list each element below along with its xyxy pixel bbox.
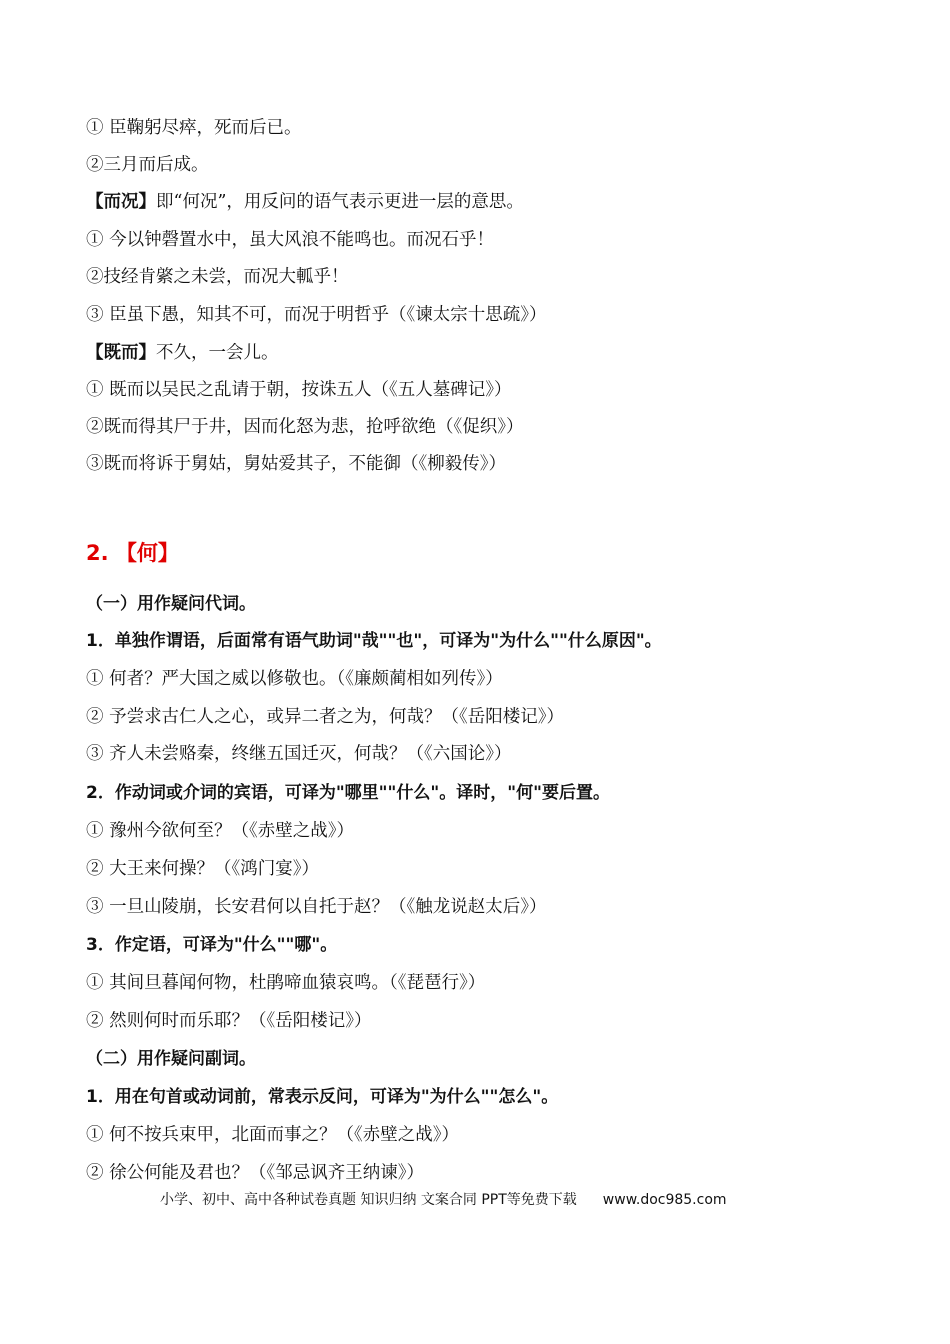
example-line: ② 大王来何操？（《鸿门宴》） bbox=[86, 859, 320, 879]
example-line: ① 其间旦暮闻何物，杜鹃啼血猿哀鸣。（《琵琶行》） bbox=[86, 973, 486, 993]
example-line: ③ 齐人未尝赂秦，终继五国迁灭，何哉？（《六国论》） bbox=[86, 744, 512, 764]
rule-heading: 3．作定语，可译为"什么""哪"。 bbox=[86, 935, 338, 955]
term-erkuang: 【而况】 bbox=[86, 192, 156, 212]
subsection-heading: （二）用作疑问副词。 bbox=[86, 1049, 256, 1069]
example-line: ① 何者？严大国之威以修敬也。（《廉颇蔺相如列传》） bbox=[86, 669, 503, 689]
term-jier: 【既而】 bbox=[86, 343, 156, 363]
term-erkuang-desc: 即“何况”，用反问的语气表示更进一层的意思。 bbox=[156, 192, 524, 212]
term-jier-desc: 不久，一会儿。 bbox=[156, 343, 279, 363]
rule-heading: 1．单独作谓语，后面常有语气助词"哉""也"，可译为"为什么""什么原因"。 bbox=[86, 631, 662, 651]
footer-site-link[interactable]: www.doc985.com bbox=[602, 1192, 727, 1208]
rule-heading: 2．作动词或介词的宾语，可译为"哪里""什么"。译时，"何"要后置。 bbox=[86, 783, 610, 803]
example-line: ②技经肯綮之未尝，而况大軱乎！ bbox=[86, 267, 349, 287]
example-line: ① 臣鞠躬尽瘁，死而后已。 bbox=[86, 118, 302, 138]
example-line: ③既而将诉于舅姑，舅姑爱其子，不能御（《柳毅传》） bbox=[86, 454, 506, 474]
example-line: ②既而得其尸于井，因而化怒为悲，抢呼欲绝（《促织》） bbox=[86, 417, 524, 437]
section-heading-he: 2. 【何】 bbox=[86, 541, 179, 565]
example-line: ① 既而以吴民之乱请于朝，按诛五人（《五人墓碑记》） bbox=[86, 380, 512, 400]
term-definition-erkuang bbox=[86, 190, 524, 214]
example-line: ① 今以钟磬置水中，虽大风浪不能鸣也。而况石乎！ bbox=[86, 230, 495, 250]
rule-heading: 1．用在句首或动词前，常表示反问，可译为"为什么""怎么"。 bbox=[86, 1087, 559, 1107]
footer-text: 小学、初中、高中各种试卷真题 知识归纳 文案合同 PPT等免费下载 bbox=[160, 1192, 577, 1208]
example-line: ②三月而后成。 bbox=[86, 155, 209, 175]
example-line: ② 徐公何能及君也？（《邹忌讽齐王纳谏》） bbox=[86, 1163, 425, 1183]
subsection-heading: （一）用作疑问代词。 bbox=[86, 594, 256, 614]
example-line: ① 豫州今欲何至？（《赤壁之战》） bbox=[86, 821, 355, 841]
example-line: ① 何不按兵束甲，北面而事之？（《赤壁之战》） bbox=[86, 1125, 460, 1145]
example-line: ② 然则何时而乐耶？（《岳阳楼记》） bbox=[86, 1011, 372, 1031]
page-footer bbox=[160, 1190, 727, 1210]
example-line: ③ 臣虽下愚，知其不可，而况于明哲乎（《谏太宗十思疏》） bbox=[86, 305, 547, 325]
example-line: ③ 一旦山陵崩，长安君何以自托于赵？（《触龙说赵太后》） bbox=[86, 897, 547, 917]
example-line: ② 予尝求古仁人之心，或异二者之为，何哉？（《岳阳楼记》） bbox=[86, 707, 565, 727]
term-definition-jier bbox=[86, 341, 279, 365]
